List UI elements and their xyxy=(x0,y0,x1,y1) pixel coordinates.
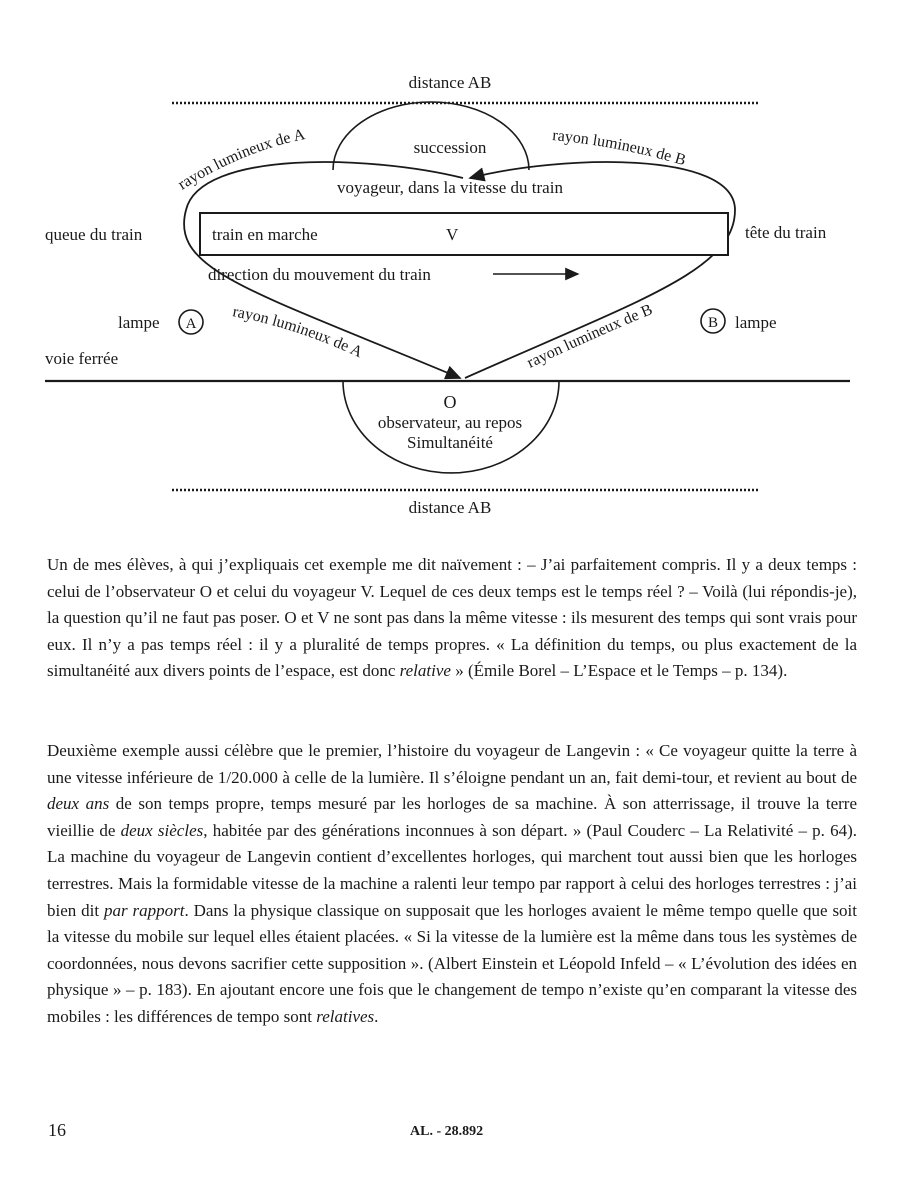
simultaneity-label: Simultanéité xyxy=(407,433,493,452)
train-moving-label: train en marche xyxy=(212,225,318,244)
ray-b-top-label: rayon lumineux de B xyxy=(551,127,688,170)
paragraph-1: Un de mes élèves, à qui j’expliquais cet exemple me dit naïvement : – J’ai parfaitement compris. Il y a deux temps : celui de l’observateur O et celui du voyageur V. Lequel de ces deux temps est le temps réel ? – Voilà (lui répondis-je), la question qu’il ne faut pas poser. O et V ne sont pas dans la même vitesse : ils mesurent des temps qui sont vrais pour eux. Il n’y a pas temps réel : il y a pluralité de temps propres. « La définition du temps, ou plus exactement de la simultanéité aux divers points de l’espace, est donc relative » (Émile Borel – L’Espace et le Temps – p. 134). xyxy=(47,555,857,681)
lamp-left-label: lampe xyxy=(118,313,160,332)
ray-a-top-label: rayon lumineux de A xyxy=(175,126,307,194)
railway-label: voie ferrée xyxy=(45,349,119,368)
distance-ab-top: distance AB xyxy=(408,73,492,92)
ray-a-bottom-label: rayon lumineux de A xyxy=(231,303,366,362)
ray-b-bottom-label: rayon lumineux de B xyxy=(524,301,655,372)
page-number: 16 xyxy=(48,1120,66,1140)
traveler-label: voyageur, dans la vitesse du train xyxy=(337,178,563,197)
lamp-a-mark: A xyxy=(185,316,197,332)
train-head-label: tête du train xyxy=(745,223,827,242)
lamp-right-label: lampe xyxy=(735,313,777,332)
o-label: O xyxy=(443,392,457,412)
print-code: AL. - 28.892 xyxy=(410,1124,484,1139)
paragraph-2: Deuxième exemple aussi célèbre que le premier, l’histoire du voyageur de Langevin : « Ce voyageur quitte la terre à une vitesse inférieure de 1/20.000 à celle de la lumière. Il s’éloigne pendant un an, fait demi-tour, et revient au bout de deux ans de son temps propre, temps mesuré par les horloges de sa machine. À son atterrissage, il trouve la terre vieillie de deux siècles, habitée par des générations inconnues à son départ. » (Paul Couderc – La Relativité – p. 64). La machine du voyageur de Langevin contient d’excellentes horloges, qui marchent tout aussi bien que les horloges terrestres. Mais la formidable vitesse de la machine a ralenti leur tempo par rapport à celui des horloges terrestres : j’ai bien dit par rapport. Dans la physique classique on supposait que les horloges avaient le même tempo quelle que soit la vitesse du mobile sur lequel elles étaient placées. « Si la vitesse de la lumière est la même dans tous les systèmes de coordonnées, nous devons sacrifier cette supposition ». (Albert Einstein et Léopold Infeld – « L’évolution des idées en physique » – p. 183). En ajoutant encore une fois que le changement de tempo n’existe qu’en comparant la vitesse des mobiles : les différences de tempo sont relatives. xyxy=(47,741,858,1026)
distance-ab-bottom: distance AB xyxy=(408,498,492,517)
succession-label: succession xyxy=(413,138,487,157)
train-tail-label: queue du train xyxy=(45,225,143,244)
succession-arc xyxy=(333,102,529,170)
v-label: V xyxy=(446,225,459,244)
lamp-b-mark: B xyxy=(707,315,719,331)
observer-label: observateur, au repos xyxy=(377,413,523,432)
direction-label: direction du mouvement du train xyxy=(208,265,431,284)
relativity-diagram xyxy=(0,0,900,530)
